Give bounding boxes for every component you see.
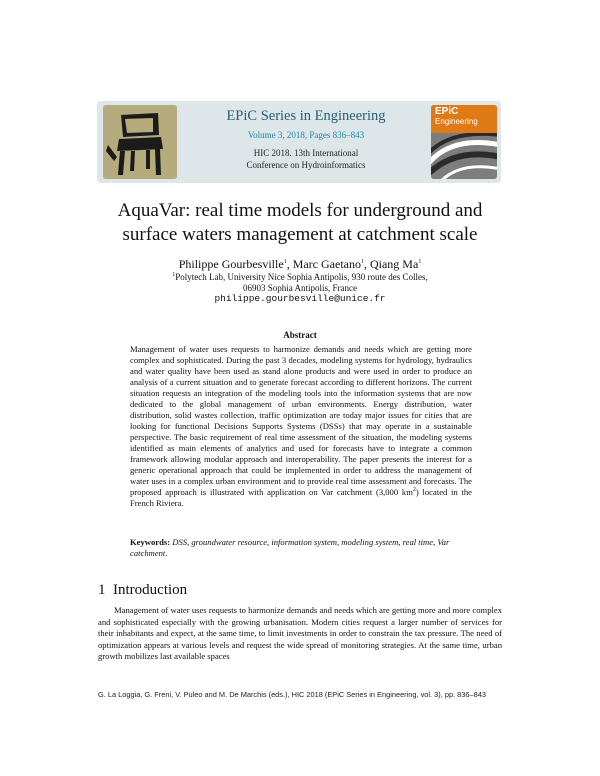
- abstract-heading: Abstract: [283, 330, 317, 340]
- section-number: 1: [98, 582, 106, 598]
- series-logo-chair: [103, 105, 177, 179]
- abstract-superscript: 2: [412, 487, 416, 494]
- author-separator: ,: [363, 257, 370, 271]
- section-heading: [98, 582, 187, 599]
- author-name: Philippe Gourbesville: [178, 257, 284, 271]
- abstract-tail: ) located in the French Riviera.: [130, 487, 472, 508]
- author-affiliation-mark: 1: [418, 259, 422, 265]
- epic-engineering-logo: [431, 105, 497, 179]
- introduction-paragraph: Management of water uses requests to harmonize demands and needs which are getting more and more complex and sophisticated especially with the growing urbanisation. Modern cities request a larger number of services for their inhabitants and expect, at the same time, to limit investments in order to constrain the tax pressure. The need of optimization appears at various levels and request the wide spread of monitoring strategies. At the same time, urban growth mobilizes last available spaces: [98, 605, 502, 662]
- author-email-link[interactable]: philippe.gourbesville@unice.fr: [214, 293, 386, 304]
- affiliation-mark: 1: [172, 272, 176, 278]
- conference-line-2: Conference on Hydroinformatics: [246, 160, 366, 170]
- paper-title: AquaVar: real time models for underground and surface waters management at catchment scale: [117, 200, 483, 245]
- keywords: [130, 537, 472, 559]
- epic-badge-label: EPiC: [435, 106, 459, 117]
- keywords-label: Keywords:: [130, 537, 171, 547]
- abstract-body: Management of water uses requests to harmonize demands and needs which are getting more complex and sophisticated. During the past 3 decades, modeling systems for hydrology, hydraulics and water quality have been used as stand alone products and were used in order to produce an analysis of a current situation and to generate forecast according to different horizons. The current situation requests an integration of the modeling tools into the information systems that are now dedicated to the global management of urban environments. Energy distribution, water distribution, solid wastes collection, traffic optimization are today major issues for cities that are looking for functional Decisions Supports Systems (DSSs) that may operate in a sustainable perspective. The basic requirement of real time assessment of the situation, the modeling systems identified as main elements of analytics and used for forecasts have to integrate a common framework allowing modular approach and interoperability. The paper presents the interest for a generic operational approach that could be implemented in order to address the management of water uses in a complex urban environment and to provide real time assessment and forecasts. The proposed approach is illustrated with application on Var catchment (3,000 km: [130, 344, 472, 497]
- author-list: [100, 257, 500, 272]
- author-affiliation-mark: 1: [283, 259, 287, 265]
- series-volume-link[interactable]: Volume 3, 2018, Pages 836–843: [247, 130, 365, 140]
- author-separator: ,: [286, 257, 293, 271]
- abstract-text: [130, 344, 472, 509]
- affiliation-line-2: 06903 Sophia Antipolis, France: [243, 283, 357, 293]
- series-banner: [97, 101, 501, 183]
- section-title: Introduction: [113, 582, 188, 598]
- chair-logo-icon: [103, 105, 177, 179]
- author-name: Qiang Ma: [369, 257, 419, 271]
- epic-badge-sublabel: Engineering: [435, 117, 478, 126]
- citation-footer: G. La Loggia, G. Freni, V. Puleo and M. De Marchis (eds.), HIC 2018 (EPiC Series in Engineering, vol. 3), pp. 836–843: [98, 690, 486, 699]
- epic-badge: [431, 105, 497, 133]
- series-title: EPiC Series in Engineering: [226, 108, 386, 124]
- author-affiliation-mark: 1: [360, 259, 364, 265]
- keywords-list: DSS, groundwater resource, information system, modeling system, real time, Var catchment.: [130, 537, 450, 558]
- conference-name: [183, 147, 429, 171]
- affiliation: [100, 272, 500, 294]
- conference-line-1: HIC 2018. 13th International: [253, 148, 359, 158]
- affiliation-line-1: Polytech Lab, University Nice Sophia Antipolis, 930 route des Colles,: [175, 272, 428, 282]
- author-name: Marc Gaetano: [292, 257, 361, 271]
